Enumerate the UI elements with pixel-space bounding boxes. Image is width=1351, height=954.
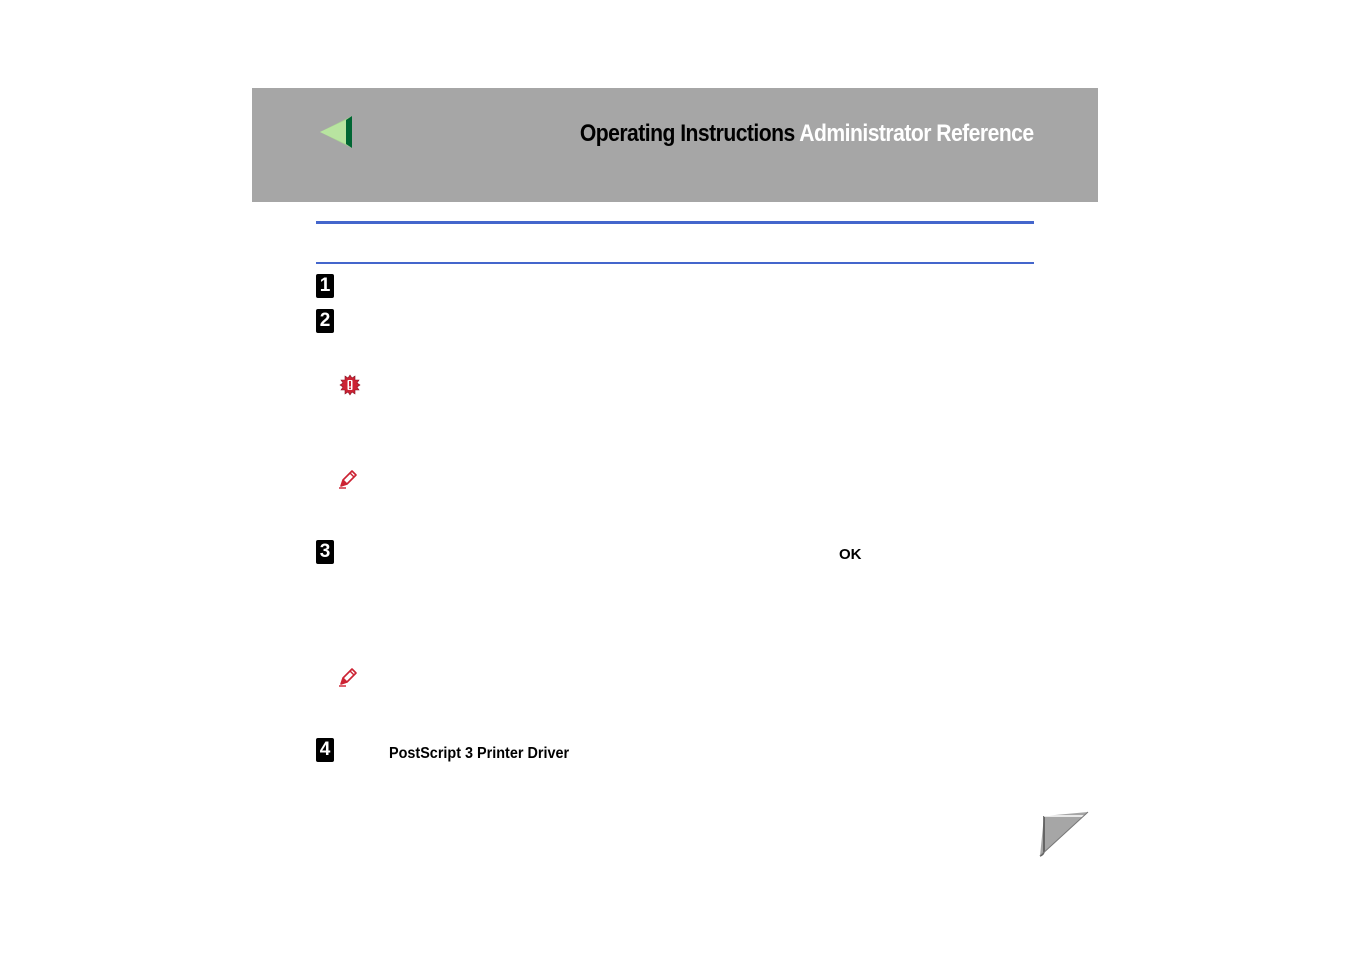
title-sub: Administrator Reference [799, 120, 1034, 147]
next-page-icon[interactable] [1038, 810, 1090, 858]
step-badge-2: 2 [316, 309, 334, 333]
pencil-note-icon [337, 666, 359, 688]
section-rule-bottom [316, 262, 1034, 264]
manual-title [580, 120, 1034, 148]
title-main: Operating Instructions [580, 120, 796, 147]
step-badge-1: 1 [316, 274, 334, 298]
printer-driver-label: PostScript 3 Printer Driver [389, 745, 570, 762]
step-badge-3: 3 [316, 540, 334, 564]
back-arrow-icon[interactable] [318, 114, 354, 150]
important-icon [339, 374, 361, 396]
page-header [252, 88, 1098, 202]
pencil-note-icon [337, 468, 359, 490]
step-badge-4: 4 [316, 738, 334, 762]
section-rule-top [316, 221, 1034, 224]
ok-button-label: OK [839, 546, 862, 563]
